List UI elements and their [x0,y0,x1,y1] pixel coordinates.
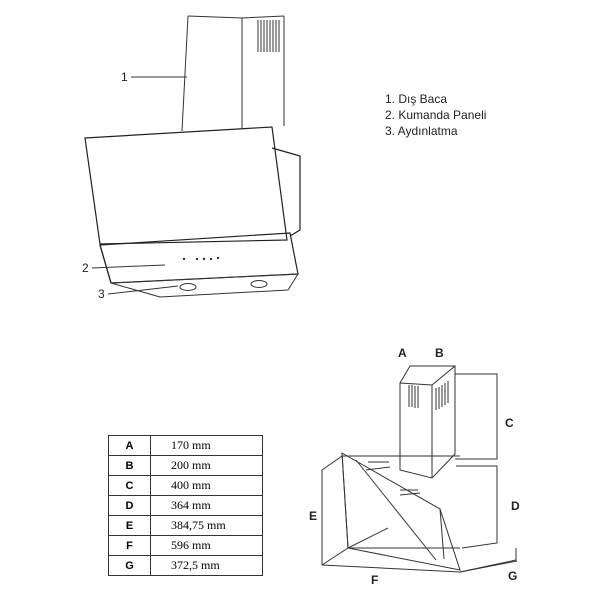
dimension-key: G [109,556,151,576]
dimension-value: 170 mm [151,436,263,456]
dimension-value: 596 mm [151,536,263,556]
dimension-key: E [109,516,151,536]
dimension-key: C [109,476,151,496]
table-row [109,436,263,456]
legend-item-control-panel: 2. Kumanda Paneli [385,108,487,122]
table-row [109,556,263,576]
table-row [109,496,263,516]
dimension-table-body [109,436,263,576]
dimension-label-f: F [371,573,379,587]
dimension-f-guide [322,548,516,572]
dimension-table [108,435,263,576]
dimension-value: 384,75 mm [151,516,263,536]
dimension-label-c: C [505,416,514,430]
dimension-value: 200 mm [151,456,263,476]
dimension-label-d: D [511,499,520,513]
dimension-value: 400 mm [151,476,263,496]
dimension-label-e: E [309,509,318,523]
dimension-e-guide [322,456,460,565]
table-row [109,476,263,496]
dimension-c-guide [455,374,497,459]
callout-1: 1 [121,70,128,84]
dimension-key: F [109,536,151,556]
dimension-key: D [109,496,151,516]
dimension-key: B [109,456,151,476]
callout-2: 2 [82,261,89,275]
chimney-vent-icon [409,381,448,410]
table-row [109,536,263,556]
table-row [109,516,263,536]
legend-item-outer-chimney: 1. Dış Baca [385,92,448,106]
dimension-label-b: B [435,346,444,360]
dimension-d-guide [456,466,497,548]
dimension-key: A [109,436,151,456]
callout-3: 3 [98,287,105,301]
legend-item-lighting: 3. Aydınlatma [385,124,458,138]
dimension-value: 372,5 mm [151,556,263,576]
dimension-label-g: G [508,569,518,583]
dimension-label-a: A [398,346,407,360]
dimension-value: 364 mm [151,496,263,516]
table-row [109,456,263,476]
dimension-chimney [400,366,455,478]
